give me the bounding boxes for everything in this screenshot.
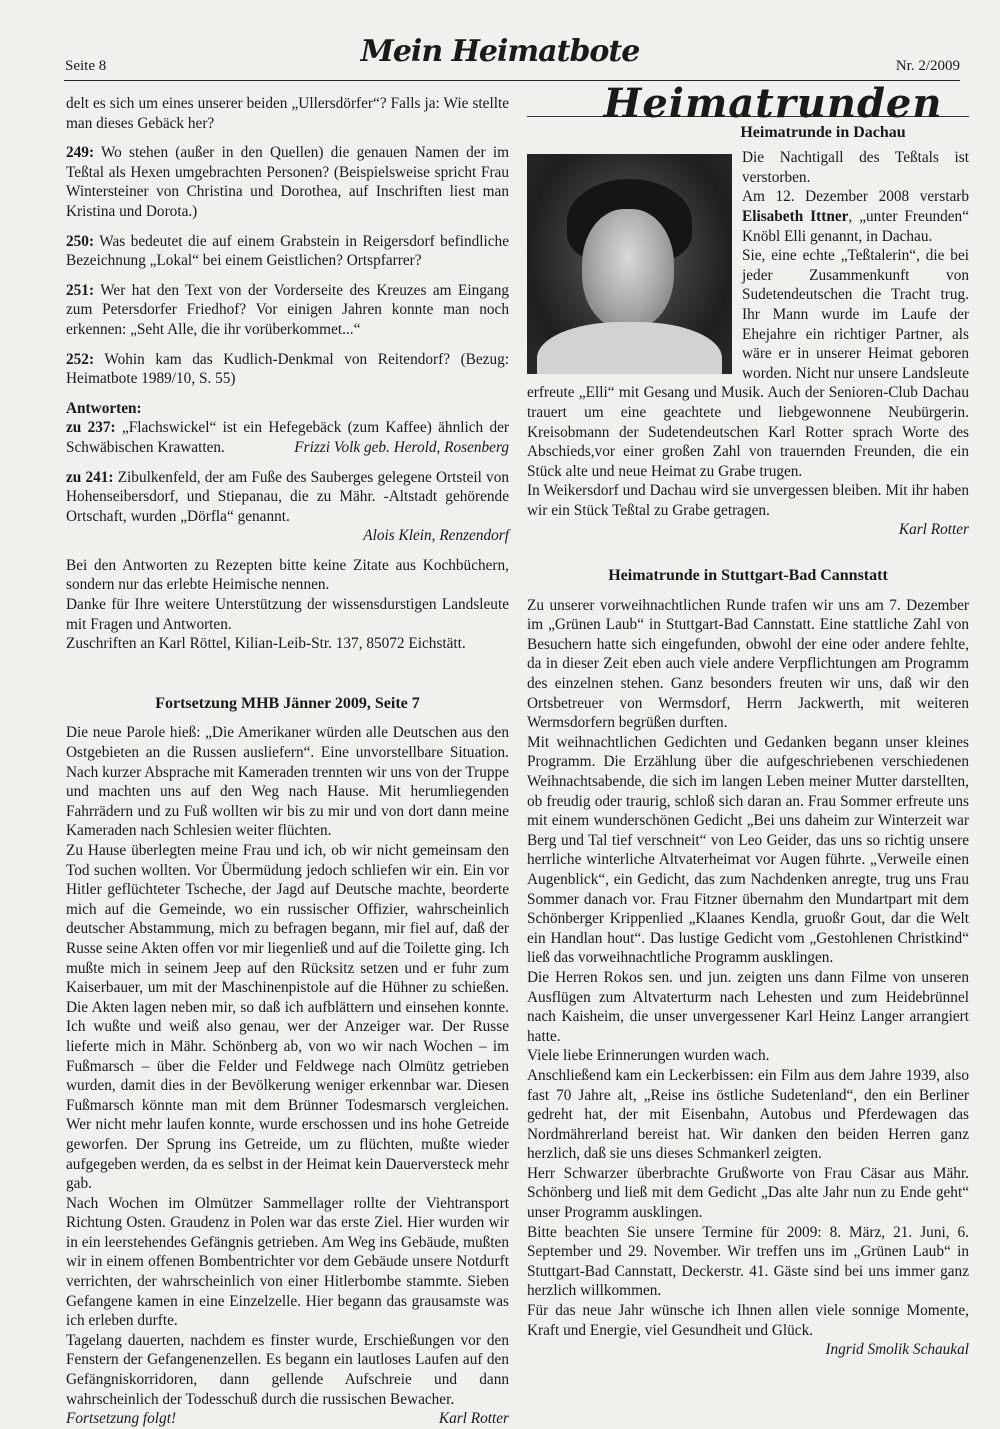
question-number: 252: — [66, 350, 95, 368]
stuttgart-paragraph: Die Herren Rokos sen. und jun. zeigten uns dann Filme von unseren Ausflügen zum Altvaterturm nach Lehesten und zum Heidebrünnel nach Kaisheim, die unser unvergessener Karl Heinz Langer arrangiert hatte. — [527, 968, 969, 1045]
closing-line: Zuschriften an Karl Röttel, Kilian-Leib-Str. 137, 85072 Eichstätt. — [66, 635, 466, 653]
question-250 — [66, 232, 509, 271]
closing-line: Danke für Ihre weitere Unterstützung der wissensdurstigen Landsleute mit Fragen und Antworten. — [66, 596, 509, 633]
dachau-paragraph: In Weikersdorf und Dachau wird sie unvergessen bleiben. Mit ihr haben wir ein Stück Teßtal zu Grabe getragen. — [527, 482, 969, 519]
story-signature: Karl Rotter — [438, 1410, 509, 1428]
question-number: 251: — [66, 281, 95, 299]
dachau-text: , „unter Freunden“ Knöbl Elli genannt, in Dachau. — [742, 207, 969, 245]
story-paragraph: Zu Hause überlegten meine Frau und ich, ob wir nicht gemeinsam den Tod suchen wollten. Vor Übermüdung jedoch schliefen wir ein. Ein vor Hitler geflüchteter Tscheche, der Jagd auf Deutsche machte, beorderte mich auf die Gemeinde, wo ein russischer Offizier, wahrscheinlich deutscher Abstammung, mich zu befragen begann, mir fiel auf, daß der Russe seine Akten offen vor mir liegenließ und auf die Toilette ging. Ich mußte mich in seinem Jeep auf den Rücksitz setzen und er fuhr zum Kaiserbauer, um mit der Maschinenpistole auf die Hühner zu schießen. Die Akten lagen neben mir, so daß ich aufblättern und einsehen konnte. Ich wußte und weiß also genau, wer der Anzeiger war. Der Russe lieferte mich in Mähr. Schönberg ab, von wo wir nach Wochen – im Fußmarsch – über die Felder und Feldwege nach Olmütz getrieben wurden, damit dies in der Bevölkerung weniger erkennbar war. Diesen Fußmarsch könnte man mit dem Brünner Todesmarsch vergleichen. Wer nicht mehr laufen konnte, wurde erschossen und ins hohe Getreide geworfen. Der Sprung ins Getreide, um zu flüchten, mußte wieder aufgegeben werden, da es selbst in der Heimat kein Dauerversteck mehr gab. — [66, 842, 509, 1193]
dachau-paragraph: Die Nachtigall des Teßtals ist verstorben. — [742, 149, 969, 186]
stuttgart-paragraph: Bitte beachten Sie unsere Termine für 2009: 8. März, 21. Juni, 6. September und 29. November. Wir treffen uns im „Grünen Laub“ in Stuttgart-Bad Cannstatt, Deckerstr. 41. Gäste sind bei uns immer ganz herzlich willkommen. — [527, 1223, 969, 1300]
answer-number: zu 241: — [66, 468, 114, 486]
question-text: Was bedeutet die auf einem Grabstein in Reigersdorf befindliche Bezeichnung „Lokal“ bei einem Geistlichen? Ortspfarrer? — [66, 232, 509, 270]
question-text: Wo stehen (außer in den Quellen) die genauen Namen der im Teßtal als Hexen umgebrachten Personen? (Beispielsweise spricht Frau Wintersteiner von Christina und Dorothea, auf Inschriften liest man Kristina und Dorota.) — [66, 144, 509, 220]
deceased-name: Elisabeth Ittner — [742, 207, 849, 225]
stuttgart-heading: Heimatrunde in Stuttgart-Bad Cannstatt — [608, 567, 888, 585]
left-column — [66, 94, 509, 1429]
question-text: Wohin kam das Kudlich-Denkmal von Reitendorf? (Bezug: Heimatbote 1989/10, S. 55) — [66, 350, 509, 388]
section-banner: Heimatrunden — [603, 80, 943, 127]
story-paragraph: Die neue Parole hieß: „Die Amerikaner würden alle Deutschen aus den Ostgebieten an die Russen ausliefern“. Eine unvorstellbare Situation. Nach kurzer Absprache mit Kameraden trennten wir uns von der Truppe und machten uns auf den Weg nach Hause. Mit herumliegenden Fahrrädern und zu Fuß wollten wir bis zu mir und von dort dann meine Kameraden nach Schlesien weiter flüchten. — [66, 724, 509, 840]
stuttgart-paragraph: Mit weihnachtlichen Gedichten und Gedanken begann unser kleines Programm. Die Erzählung über die aufgeschriebenen verschiedenen Weihnachtsabende, die sich im langen Leben meiner Mutter darstellten, ob freudig oder traurig, schloß sich daran an. Frau Sommer erfreute uns mit einem wunderschönen Gedicht „Bei uns daheim zur Winterzeit war Berg und Tal tief verschneit“ von Leo Geider, das uns so richtig unsere herrliche winterliche Altvaterheimat vor Augen führte. „Verweile einen Augenblick“, ein Gedicht, das zum Nachdenken anregte, trug uns Frau Sommer danach vor. Frau Fitzner übernahm den Mundartpart mit dem Schönberger Krippenlied „Klaanes Kendla, gruoßr Gout, dar die Welt ein Handlan hout“. Das lustige Gedicht vom „Gestohlenen Christkind“ ließ das vorweihnachtliche Programm ausklingen. — [527, 733, 969, 967]
story-paragraph: Tagelang dauerten, nachdem es finster wurde, Erschießungen vor den Fenstern der Gefangenenzellen. Es begann ein lautloses Laufen auf den Gefängniskorridoren, dann gellende Aufschreie und dann wahrscheinlich der Todesschuß durch die russischen Bewacher. — [66, 1331, 509, 1408]
answer-241-signature: Alois Klein, Renzendorf — [363, 527, 509, 545]
portrait-face — [582, 209, 674, 329]
answer-text: Zibulkenfeld, der am Fuße des Sauberges gelegene Ortsteil von Hohenseibersdorf, und Stiepanau, die zu Mähr. -Altstadt gehörende Ortschaft, wurden „Dörfla“ genannt. — [66, 468, 509, 525]
answer-number: zu 237: — [66, 419, 116, 437]
answer-text: „Flachswickel“ ist ein Hefegebäck (zum Kaffee) ähnlich der Schwäbischen Krawatten. — [66, 419, 509, 456]
question-number: 249: — [66, 144, 95, 162]
dachau-paragraph: Sie, eine echte „Teßtalerin“, die bei jeder Zusammenkunft von Sudetendeutschen die Tracht trug. Ihr Mann wurde im Laufe der Ehejahre ein richtiger Partner, als wäre er in unserer Heimat geboren worden. Nicht nur unsere Landsleute erfreute „Elli“ mit Gesang und Musik. Auch der Senioren-Club Dachau trauert um eine geachtete und liebgewonnene Neubürgerin. Kreisobmann der Sudetendeutschen Karl Rotter sprach Worte des Abschieds,vor einer großen Zahl von trauernden Freunden, die ein Stück alte und neue Heimat zu Grabe trugen. — [527, 247, 969, 480]
stuttgart-paragraph: Für das neue Jahr wünsche ich Ihnen allen viele sonnige Momente, Kraft und Energie, viel Gesundheit und Glück. — [527, 1302, 969, 1339]
closing-line: Bei den Antworten zu Rezepten bitte keine Zitate aus Kochbüchern, sondern nur das erlebte Heimische nennen. — [66, 556, 509, 594]
portrait-body — [537, 322, 722, 374]
issue-number: Nr. 2/2009 — [895, 58, 960, 74]
question-252 — [66, 350, 509, 389]
continuation-note: Fortsetzung folgt! — [66, 1410, 177, 1428]
answers-heading: Antworten: — [66, 399, 142, 417]
masthead: Mein Heimatbote — [360, 34, 640, 69]
dachau-text: Am 12. Dezember 2008 verstarb — [742, 188, 969, 206]
question-number: 250: — [66, 232, 95, 250]
stuttgart-paragraph: Viele liebe Erinnerungen wurden wach. — [527, 1047, 770, 1065]
stuttgart-paragraph: Anschließend kam ein Leckerbissen: ein Film aus dem Jahre 1939, also fast 70 Jahre alt, „Reise ins östliche Sudetenland“, den ein Berliner gedreht hat, der mit Eisenbahn, Autobus und Pferdewagen das Nordmährerland bereist hat. Wir danken den beiden Herren ganz herzlich, daß sie uns dieses Schmankerl zeigten. — [527, 1066, 969, 1163]
stuttgart-paragraph: Zu unserer vorweihnachtlichen Runde trafen wir uns am 7. Dezember im „Grünen Laub“ in Stuttgart-Bad Cannstatt. Eine stattliche Zahl von Besuchern hatte sich eingefunden, obwohl der eine oder andere fehlte, da in dieser Zeit eben auch viele andere Verpflichtungen am Programm des einzelnen stehen. Ganz besonders freuten wir uns, daß wir den Ortsbetreuer von Wermsdorf, Herrn Jackwerth, mit weiteren Wermsdorfern begrüßen durften. — [527, 596, 969, 732]
story-paragraph: Nach Wochen im Olmützer Sammellager rollte der Viehtransport Richtung Osten. Graudenz in Polen war das erste Ziel. Hier wurden wir in ein leerstehendes Gefängnis getrieben. Am Weg ins Gebäude, mußten wir in einem offenen Bombentrichter vor dem Gebäude unsere Notdurft verrichten, der wahrscheinlich von einer Hitlerbombe stammte. Sieben Gefangene kamen in eine Einzelzelle. Hier begann das grausamste was ich erleben durfte. — [66, 1194, 509, 1330]
right-column — [527, 80, 969, 1360]
answer-241 — [66, 468, 509, 527]
page-number: Seite 8 — [65, 58, 107, 74]
question-text: Wer hat den Text von der Vorderseite des Kreuzes am Eingang zum Petersdorfer Friedhof? Vor einigen Jahren konnte man noch erkennen: „Seht Alle, die ihr vorüberkommet...“ — [66, 281, 509, 338]
dachau-signature: Karl Rotter — [898, 521, 969, 539]
stuttgart-signature: Ingrid Smolik Schaukal — [825, 1341, 969, 1359]
answer-237-signature: Frizzi Volk geb. Herold, Rosenberg — [294, 438, 509, 456]
intro-paragraph: delt es sich um eines unserer beiden „Ullersdörfer“? Falls ja: Wie stellte man dieses Gebäck her? — [66, 95, 509, 132]
portrait-photo — [527, 154, 732, 374]
story-heading: Fortsetzung MHB Jänner 2009, Seite 7 — [155, 694, 420, 712]
story-footer — [66, 1409, 509, 1429]
stuttgart-paragraph: Herr Schwarzer überbrachte Grußworte von Frau Cäsar aus Mähr. Schönberg und ließ mit dem Gedicht „Das alte Jahr nun zu Ende geht“ unser Programm ausklingen. — [527, 1164, 969, 1222]
question-251 — [66, 281, 509, 340]
question-249 — [66, 143, 509, 221]
dachau-heading: Heimatrunde in Dachau — [740, 123, 906, 141]
